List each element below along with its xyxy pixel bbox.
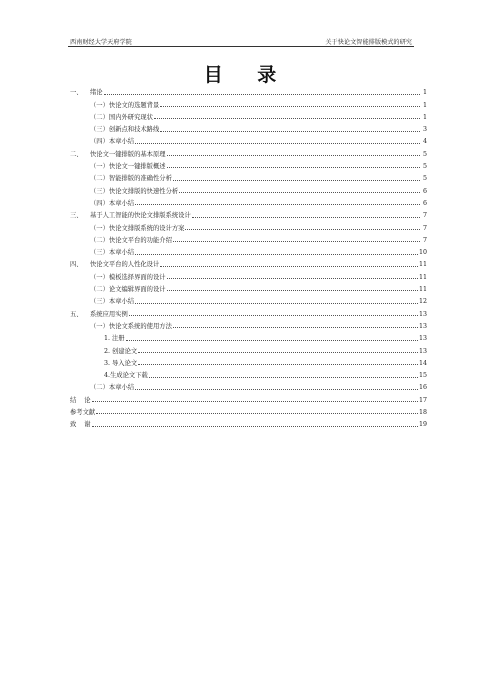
toc-entry-page: 1	[422, 101, 427, 109]
toc-entry-label: （一）快论文排版系统的设计方案	[90, 224, 185, 232]
toc-entry-label: 绪论	[90, 89, 103, 97]
dot-leader	[92, 426, 418, 427]
toc-entry[interactable]	[70, 391, 427, 403]
dot-leader	[135, 389, 418, 390]
dot-leader	[138, 364, 418, 365]
toc-entry-label: （三）本章小结	[90, 298, 135, 306]
toc-entry-label: （三）快论文排版的快速性分析	[90, 187, 179, 195]
toc-entry[interactable]	[70, 281, 427, 293]
toc-entry-page: 19	[418, 421, 427, 429]
toc-entry[interactable]	[70, 232, 427, 244]
toc-entry-label: （二）智能排版的准确性分析	[90, 175, 172, 183]
toc-entry-label: （一）模板选择界面的设计	[90, 273, 166, 281]
header-right: 关于快论文智能排版模式的研究	[325, 39, 412, 46]
toc-entry-label: 结 论	[70, 396, 91, 404]
toc-entry[interactable]	[70, 158, 427, 170]
dot-leader	[167, 290, 418, 291]
toc-entry[interactable]	[70, 404, 427, 416]
toc-entry-label: 3. 导入论文	[104, 359, 138, 367]
dot-leader	[185, 229, 420, 230]
toc-entry-label: （四）本章小结	[90, 138, 135, 146]
dot-leader	[135, 303, 418, 304]
toc-entry[interactable]	[70, 367, 427, 379]
toc-entry[interactable]	[70, 195, 427, 207]
toc-entry-page: 13	[418, 322, 427, 330]
dot-leader	[154, 118, 420, 119]
toc-entry-page: 6	[422, 187, 427, 195]
toc-entry-page: 13	[418, 347, 427, 355]
dot-leader	[129, 315, 418, 316]
toc-entry[interactable]	[70, 318, 427, 330]
dot-leader	[138, 352, 418, 353]
toc-entry[interactable]	[70, 244, 427, 256]
toc-entry[interactable]	[70, 145, 427, 157]
toc-entry[interactable]	[70, 268, 427, 280]
dot-leader	[173, 327, 418, 328]
toc-entry[interactable]	[70, 207, 427, 219]
toc-entry-label: 4.生成论文下载	[104, 372, 148, 380]
toc-entry-label: （二）本章小结	[90, 384, 135, 392]
toc-entry[interactable]	[70, 182, 427, 194]
dot-leader	[160, 106, 420, 107]
toc-entry-label: （四）本章小结	[90, 199, 135, 207]
toc-entry-page: 18	[418, 409, 427, 417]
dot-leader	[135, 204, 420, 205]
toc-entry[interactable]	[70, 219, 427, 231]
toc-entry-label: （一）快论文一键排版概述	[90, 163, 166, 171]
toc-entry-label: 参考文献	[70, 409, 96, 417]
page-header	[70, 36, 412, 46]
toc-entry[interactable]	[70, 305, 427, 317]
toc-entry[interactable]	[70, 342, 427, 354]
toc-entry-label: 基于人工智能的快论文排版系统设计	[90, 212, 191, 220]
table-of-contents	[70, 84, 427, 428]
toc-entry-label: （二）论文编辑界面的设计	[90, 286, 166, 294]
toc-entry-page: 14	[418, 359, 427, 367]
dot-leader	[192, 217, 420, 218]
toc-entry-page: 13	[418, 335, 427, 343]
toc-entry-label: （三）创新点和技术路线	[90, 126, 160, 134]
toc-entry-number: 五、	[70, 310, 83, 318]
toc-entry-number: 一、	[70, 89, 83, 97]
toc-entry[interactable]	[70, 96, 427, 108]
toc-entry-label: 快论文一键排版的基本原理	[90, 150, 166, 158]
toc-entry-page: 16	[418, 384, 427, 392]
toc-entry-label: 致 谢	[70, 421, 91, 429]
toc-entry-label: 快论文平台的人性化设计	[90, 261, 160, 269]
toc-entry[interactable]	[70, 256, 427, 268]
toc-entry-number: 二、	[70, 150, 83, 158]
dot-leader	[173, 180, 420, 181]
toc-entry-number: 四、	[70, 261, 83, 269]
toc-entry-page: 6	[422, 199, 427, 207]
toc-entry[interactable]	[70, 133, 427, 145]
dot-leader	[173, 241, 420, 242]
toc-entry[interactable]	[70, 416, 427, 428]
toc-entry-page: 12	[418, 298, 427, 306]
dot-leader	[167, 278, 418, 279]
toc-entry-page: 11	[418, 286, 427, 294]
dot-leader	[179, 192, 420, 193]
toc-entry-page: 1	[422, 113, 427, 121]
toc-entry-label: 2. 创建论文	[104, 347, 138, 355]
toc-entry-label: （一）快论文的选题背景	[90, 101, 160, 109]
toc-entry-label: （二）国内外研究现状	[90, 113, 153, 121]
toc-entry[interactable]	[70, 84, 427, 96]
toc-entry-label: （一）快论文系统的使用方法	[90, 322, 172, 330]
dot-leader	[149, 377, 418, 378]
header-left: 西南财经大学天府学院	[70, 39, 132, 46]
toc-entry-page: 13	[418, 310, 427, 318]
toc-entry-page: 7	[422, 236, 427, 244]
toc-entry-label: （二）快论文平台的功能介绍	[90, 236, 172, 244]
dot-leader	[167, 155, 420, 156]
toc-entry[interactable]	[70, 109, 427, 121]
dot-leader	[126, 340, 418, 341]
toc-entry-page: 5	[422, 163, 427, 171]
dot-leader	[160, 131, 420, 132]
toc-entry[interactable]	[70, 355, 427, 367]
toc-entry-label: 1. 注册	[104, 335, 125, 343]
toc-entry-page: 5	[422, 150, 427, 158]
toc-entry-page: 11	[418, 261, 427, 269]
dot-leader	[135, 143, 420, 144]
toc-entry-label: 系统应用实例	[90, 310, 128, 318]
toc-entry-page: 4	[422, 138, 427, 146]
toc-entry-page: 15	[418, 372, 427, 380]
toc-entry-page: 5	[422, 175, 427, 183]
toc-entry[interactable]	[70, 121, 427, 133]
toc-entry-page: 3	[422, 126, 427, 134]
dot-leader	[104, 94, 420, 95]
dot-leader	[135, 254, 418, 255]
toc-entry-page: 11	[418, 273, 427, 281]
dot-leader	[96, 413, 418, 414]
header-divider	[68, 46, 414, 47]
toc-entry-number: 三、	[70, 212, 83, 220]
toc-entry-page: 10	[418, 249, 427, 257]
dot-leader	[160, 266, 418, 267]
toc-entry[interactable]	[70, 330, 427, 342]
toc-entry-page: 1	[422, 89, 427, 97]
toc-entry-page: 7	[422, 212, 427, 220]
dot-leader	[167, 167, 420, 168]
toc-entry[interactable]	[70, 170, 427, 182]
dot-leader	[92, 401, 418, 402]
toc-entry-label: （三）本章小结	[90, 249, 135, 257]
toc-title: 目 录	[203, 64, 291, 86]
toc-entry-page: 17	[418, 396, 427, 404]
toc-entry[interactable]	[70, 379, 427, 391]
toc-entry[interactable]	[70, 293, 427, 305]
toc-entry-page: 7	[422, 224, 427, 232]
